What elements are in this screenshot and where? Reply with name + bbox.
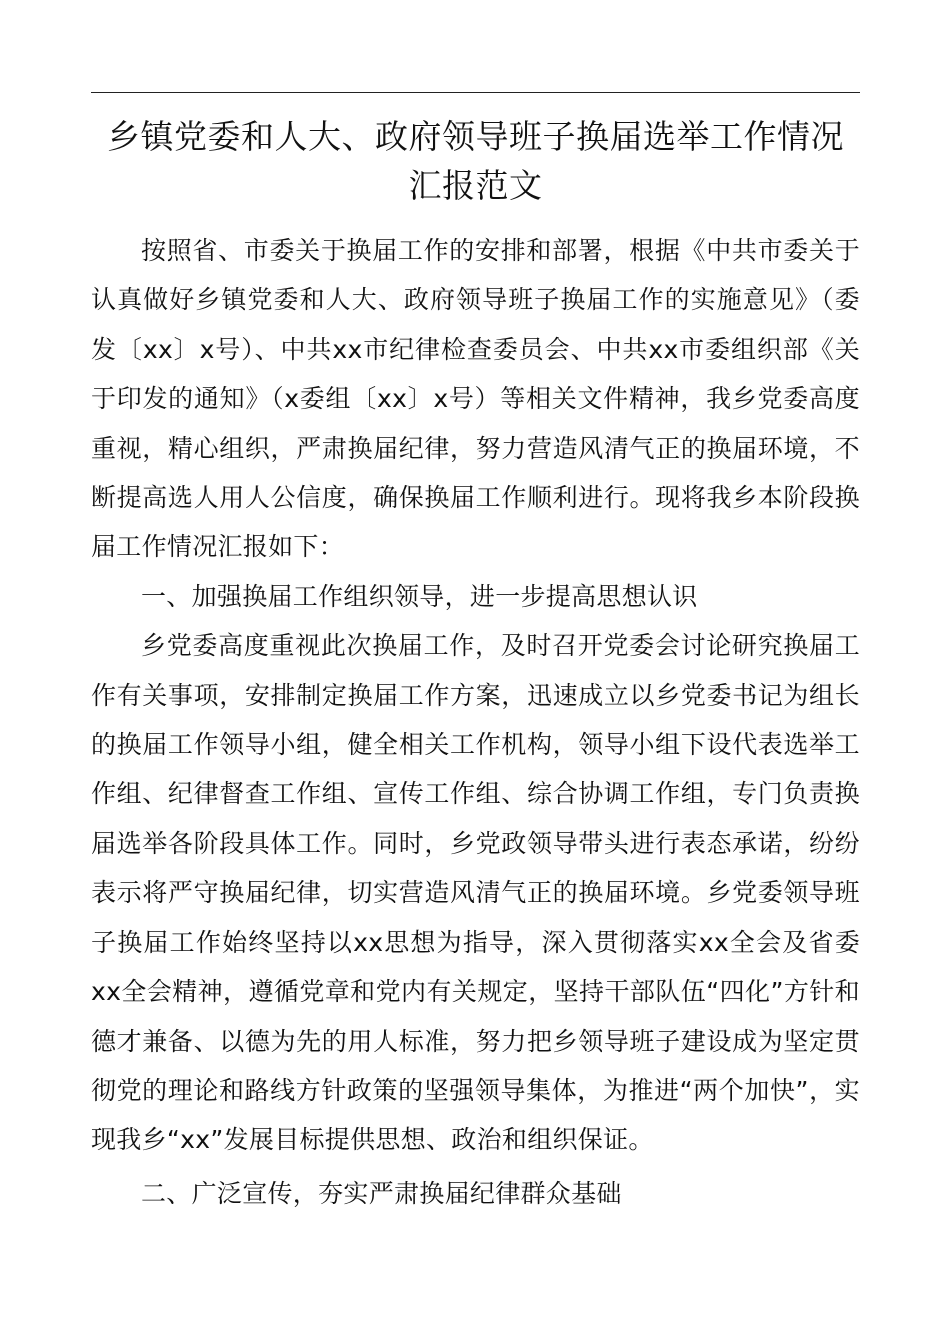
paragraph-section-1: 乡党委高度重视此次换届工作，及时召开党委会讨论研究换届工作有关事项，安排制定换届工作方案，迅速成立以乡党委书记为组长的换届工作领导小组，健全相关工作机构，领导小组下设代表选举工作组、纪律督查工作组、宣传工作组、综合协调工作组，专门负责换届选举各阶段具体工作。同时，乡党政领导带头进行表态承诺，纷纷表示将严守换届纪律，切实营造风清气正的换届环境。乡党委领导班子换届工作始终坚持以xx思想为指导，深入贯彻落实xx全会及省委xx全会精神，遵循党章和党内有关规定，坚持干部队伍“四化”方针和德才兼备、以德为先的用人标准，努力把乡领导班子建设成为坚定贯彻党的理论和路线方针政策的坚强领导集体，为推进“两个加快”，实现我乡“xx”发展目标提供思想、政治和组织保证。 (91, 631, 860, 1155)
document-page (91, 0, 860, 1344)
document-title: 乡镇党委和人大、政府领导班子换届选举工作情况汇报范文 (107, 117, 844, 205)
document-body (91, 226, 860, 1218)
header-rule (91, 92, 860, 93)
section-heading-1: 一、加强换届工作组织领导，进一步提高思想认识 (141, 581, 698, 611)
section-heading-2: 二、广泛宣传，夯实严肃换届纪律群众基础 (141, 1178, 622, 1208)
paragraph-intro: 按照省、市委关于换届工作的安排和部署，根据《中共市委关于认真做好乡镇党委和人大、政府领导班子换届工作的实施意见》（委发〔xx〕x号）、中共xx市纪律检查委员会、中共xx市委组织部《关于印发的通知》（x委组〔xx〕x号）等相关文件精神，我乡党委高度重视，精心组织，严肃换届纪律，努力营造风清气正的换届环境，不断提高选人用人公信度，确保换届工作顺利进行。现将我乡本阶段换届工作情况汇报如下： (91, 236, 860, 562)
